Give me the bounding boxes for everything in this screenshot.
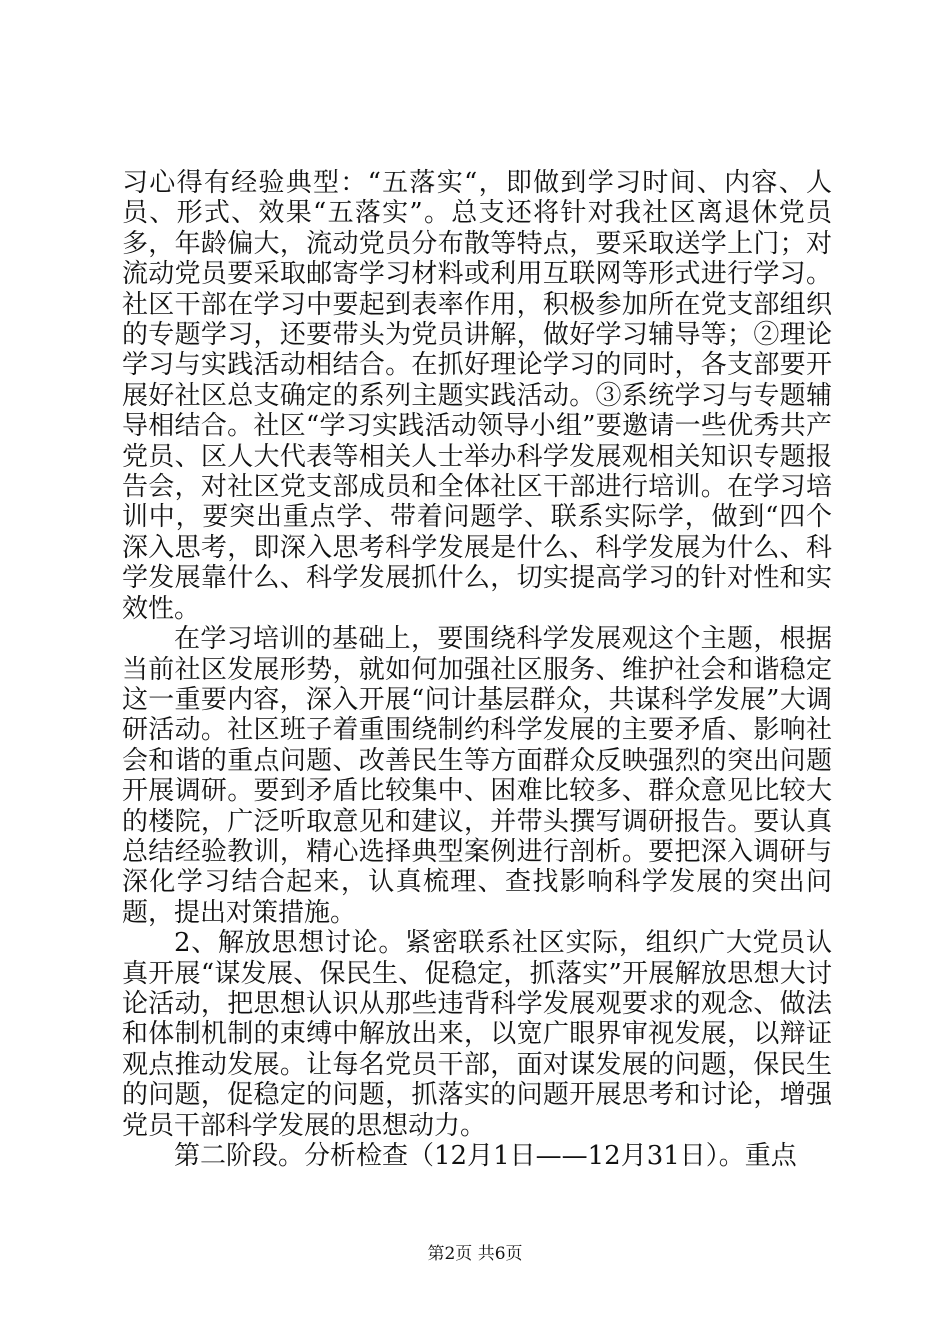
paragraph-1: 习心得有经验典型：“五落实“，即做到学习时间、内容、人员、形式、效果“五落实”。总支还将针对我社区离退休党员多，年龄偏大，流动党员分布散等特点，要采取送学上门；对流动党员要采取邮寄学习材料或利用互联网等形式进行学习。社区干部在学习中要起到表率作用，积极参加所在党支部组织的专题学习，还要带头为党员讲解，做好学习辅导等；②理论学习与实践活动相结合。在抓好理论学习的同时，各支部要开展好社区总支确定的系列主题实践活动。③系统学习与专题辅导相结合。社区“学习实践活动领导小组”要邀请一些优秀共产党员、区人大代表等相关人士举办科学发展观相关知识专题报告会，对社区党支部成员和全体社区干部进行培训。在学习培训中，要突出重点学、带着问题学、联系实际学，做到“四个深入思考，即深入思考科学发展是什么、科学发展为什么、科学发展靠什么、科学发展抓什么，切实提高学习的针对性和实效性。	[122, 168, 832, 624]
paragraph-4: 第二阶段。分析检查（12月1日——12月31日）。重点	[174, 1141, 797, 1171]
document-body	[122, 168, 832, 1171]
paragraph-3: 2、解放思想讨论。紧密联系社区实际，组织广大党员认真开展“谋发展、保民生、促稳定，抓落实”开展解放思想大讨论活动，把思想认识从那些违背科学发展观要求的观念、做法和体制机制的束缚中解放出来，以宽广眼界审视发展，以辩证观点推动发展。让每名党员干部，面对谋发展的问题，保民生的问题，促稳定的问题，抓落实的问题开展思考和讨论，增强党员干部科学发展的思想动力。	[122, 928, 832, 1141]
page-footer: 第2页 共6页	[427, 1244, 523, 1264]
paragraph-2: 在学习培训的基础上，要围绕科学发展观这个主题，根据当前社区发展形势，就如何加强社区服务、维护社会和谐稳定这一重要内容，深入开展“问计基层群众，共谋科学发展”大调研活动。社区班子着重围绕制约科学发展的主要矛盾、影响社会和谐的重点问题、改善民生等方面群众反映强烈的突出问题开展调研。要到矛盾比较集中、困难比较多、群众意见比较大的楼院，广泛听取意见和建议，并带头撰写调研报告。要认真总结经验教训，精心选择典型案例进行剖析。要把深入调研与深化学习结合起来，认真梳理、查找影响科学发展的突出问题，提出对策措施。	[122, 624, 832, 928]
